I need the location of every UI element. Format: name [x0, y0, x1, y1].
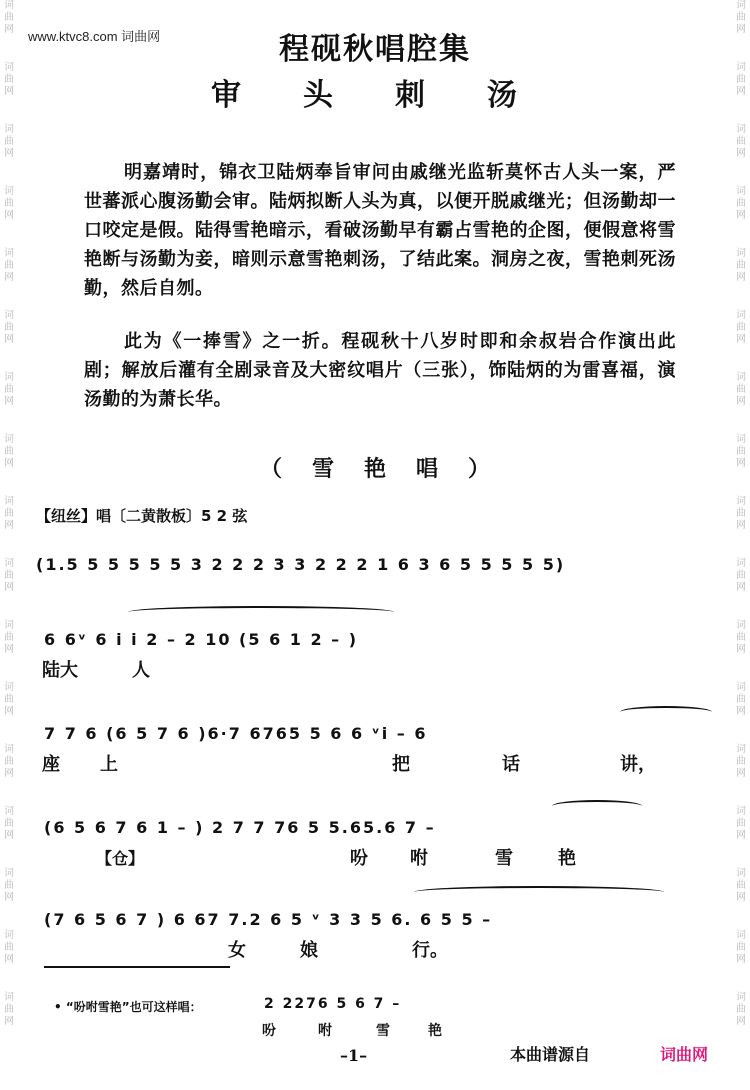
watermark-text: 词曲网 [736, 992, 746, 1027]
role-heading: （雪艳唱） [259, 456, 520, 482]
tune-label: 【纽丝】唱〔二黄散板〕5 2 弦 [36, 507, 248, 525]
lyric: 话 [502, 754, 520, 775]
watermark-text: 词曲网 [736, 434, 746, 469]
watermark-text: 词曲网 [736, 868, 746, 903]
watermark-text: 词曲网 [4, 124, 14, 159]
right-watermark-column [734, 0, 748, 1090]
brand-link[interactable]: 词曲网 [660, 1045, 709, 1064]
piece-title: 审头刺汤 [211, 78, 579, 113]
watermark-text: 词曲网 [736, 620, 746, 655]
slur-mark [620, 706, 712, 718]
lyric: 咐 [410, 848, 428, 869]
lyric: 上 [100, 754, 118, 775]
watermark-text: 词曲网 [736, 248, 746, 283]
intro-paragraph: 此为《一捧雪》之一折。程砚秋十八岁时即和余叔岩合作演出此剧；解放后灌有全剧录音及大密纹唱片（三张），饰陆炳的为雷喜福，演汤勤的为萧长华。 [84, 331, 676, 410]
watermark-text: 词曲网 [4, 248, 14, 283]
lyric: 行。 [412, 940, 448, 961]
watermark-text: 词曲网 [736, 930, 746, 965]
watermark-text: 词曲网 [4, 992, 14, 1027]
watermark-text: 词曲网 [736, 124, 746, 159]
lyric: 娘 [300, 940, 318, 961]
footnote-notes: 2 2276 5 6 7 – [264, 996, 402, 1012]
intro-paragraph: 明嘉靖时，锦衣卫陆炳奉旨审问由戚继光监斩莫怀古人头一案，严世蕃派心腹汤勤会审。陆炳拟断人头为真，以便开脱戚继光；但汤勤却一口咬定是假。陆得雪艳暗示，看破汤勤早有霸占雪艳的企图，便假意将雪艳断与汤勤为妾，暗则示意雪艳刺汤，了结此案。洞房之夜，雪艳刺死汤勤，然后自刎。 [84, 162, 676, 299]
watermark-text: 词曲网 [4, 620, 14, 655]
watermark-text: 词曲网 [736, 0, 746, 35]
watermark-text: 词曲网 [736, 682, 746, 717]
watermark-text: 词曲网 [4, 930, 14, 965]
slur-mark [552, 800, 642, 812]
lyric: 女 [228, 940, 246, 961]
lyric: 艳 [558, 848, 576, 869]
watermark-text: 词曲网 [736, 558, 746, 593]
source-label: 本曲谱源自 [510, 1045, 591, 1064]
footnote-lyric: 吩 [262, 1023, 276, 1039]
watermark-text: 词曲网 [4, 682, 14, 717]
watermark-text: 词曲网 [736, 744, 746, 779]
score-line-1-notes: (1.5 5 5 5 5 5 3 2 2 2 3 3 2 2 2 1 6 3 6 5 5 5 5 5) [36, 555, 566, 574]
watermark-text: 词曲网 [736, 806, 746, 841]
footnote-lyric: 咐 [318, 1023, 332, 1039]
watermark-text: 词曲网 [4, 558, 14, 593]
watermark-text: 词曲网 [4, 62, 14, 97]
score-line-3-notes: 7 7 6 (6 5 7 6 )6·7 6765 5 6 6 ᵛi – 6 [44, 724, 428, 743]
watermark-text: 词曲网 [4, 806, 14, 841]
footnote-divider [44, 966, 230, 968]
slur-mark [414, 886, 664, 898]
site-header-link[interactable]: www.ktvc8.com 词曲网 [28, 29, 161, 44]
lyric: 座 [42, 754, 60, 775]
lyric: 陆大 [42, 660, 78, 681]
watermark-text: 词曲网 [4, 496, 14, 531]
watermark-text: 词曲网 [736, 62, 746, 97]
footnote-lyric: 雪 [376, 1023, 390, 1039]
watermark-text: 词曲网 [4, 186, 14, 221]
lyric: 人 [132, 660, 150, 681]
watermark-text: 词曲网 [4, 744, 14, 779]
watermark-text: 词曲网 [4, 372, 14, 407]
watermark-text: 词曲网 [4, 868, 14, 903]
watermark-text: 词曲网 [4, 434, 14, 469]
watermark-text: 词曲网 [736, 310, 746, 345]
page-number: –1– [340, 1046, 368, 1065]
watermark-text: 词曲网 [736, 372, 746, 407]
watermark-text: 词曲网 [736, 496, 746, 531]
lyric: 把 [392, 754, 410, 775]
lyric: 【仓】 [96, 849, 145, 868]
score-line-2-notes: 6 6ᵛ 6 i i 2 – 2 10 (5 6 1 2 – ) [44, 630, 359, 649]
watermark-text: 词曲网 [4, 0, 14, 35]
lyric: 吩 [350, 848, 368, 869]
lyric: 雪 [495, 848, 513, 869]
watermark-text: 词曲网 [736, 186, 746, 221]
score-line-5-notes: (7 6 5 6 7 ) 6 67 7.2 6 5 ᵛ 3 3 5 6. 6 5 5 – [44, 910, 493, 929]
slur-mark [128, 606, 394, 618]
footnote-lyric: 艳 [428, 1023, 442, 1039]
left-watermark-column [2, 0, 16, 1090]
watermark-text: 词曲网 [4, 310, 14, 345]
lyric: 讲， [620, 754, 656, 775]
page-title: 程砚秋唱腔集 [279, 32, 471, 67]
score-line-4-notes: (6 5 6 7 6 1 – ) 2 7 7 76 5 5.65.6 7 – [44, 818, 436, 837]
footnote-label: • “吩咐雪艳”也可这样唱： [54, 1000, 202, 1014]
